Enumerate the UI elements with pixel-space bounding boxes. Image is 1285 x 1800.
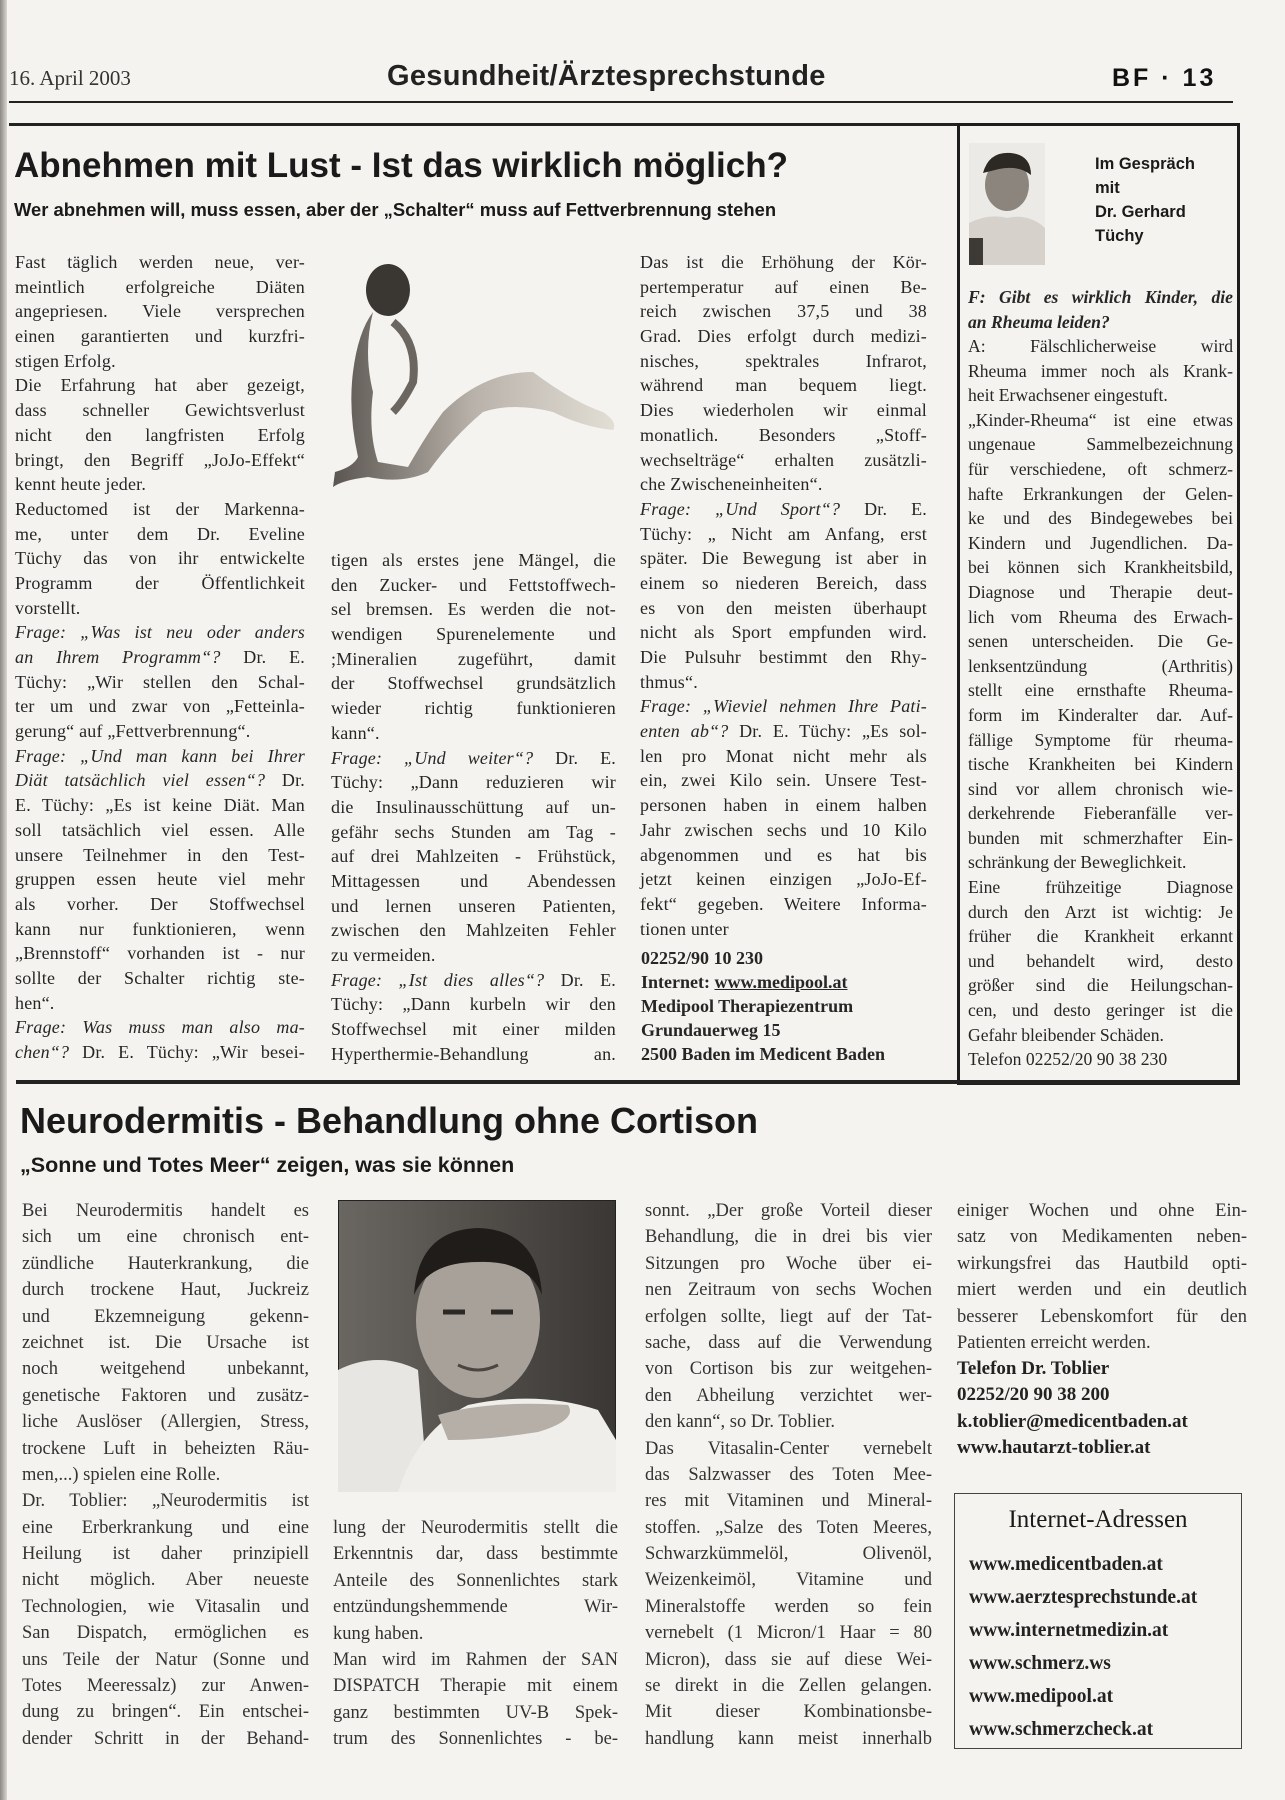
text-line: nisches, spektrales Infrarot,	[640, 350, 927, 371]
text-line: Heilung ist daher prinzipiell	[22, 1544, 309, 1565]
internet-addresses-box	[954, 1493, 1242, 1749]
question-text: Frage: „Was ist neu oder anders	[15, 622, 305, 643]
text-line: nen Zeitraum von sechs Wochen	[645, 1280, 932, 1301]
text-line: lung der Neurodermitis stellt die	[333, 1518, 618, 1538]
contact-internet	[641, 970, 931, 994]
text-line: hen“.	[15, 992, 55, 1013]
text-line: gefähr sechs Stunden am Tag -	[331, 821, 616, 842]
text-line: zündliche Hauterkrankung, die	[22, 1253, 309, 1274]
seated-figure-photo	[333, 262, 629, 492]
text-line: wendigen Spurenelemente und	[331, 624, 616, 645]
bottom-column-3	[645, 1198, 932, 1752]
text-line: der Stoffwechsel grundsätzlich	[331, 673, 616, 694]
bottom-column-2	[333, 1515, 618, 1753]
text-line: DISPATCH Therapie mit einem	[333, 1676, 618, 1697]
label-line: Dr. Gerhard	[1095, 203, 1186, 221]
internet-link[interactable]: www.internetmedizin.at	[969, 1620, 1169, 1641]
text-line: ganz bestimmten UV-B Spek-	[333, 1702, 618, 1723]
top-column-2	[331, 548, 616, 1066]
text-line: nicht den langfristen Erfolg	[15, 424, 305, 445]
text-line: sel bremsen. Es werden die not-	[331, 599, 616, 620]
label-line: Im Gespräch	[1095, 155, 1195, 173]
answer-text: Dr. E. Tüchy: „Es sol-	[728, 721, 927, 742]
text-line: monatlich. Besonders „Stoff-	[640, 424, 927, 445]
internet-link[interactable]: www.schmerzcheck.at	[969, 1719, 1154, 1740]
section-title: Gesundheit/Ärztesprechstunde	[387, 60, 826, 92]
contact-website[interactable]: www.hautarzt-toblier.at	[957, 1437, 1151, 1459]
text-line: Tüchy: „ Nicht am Anfang, erst	[640, 523, 927, 544]
text-line: San Dispatch, ermöglichen es	[22, 1623, 309, 1644]
text-line: senen unterscheiden. Die Ge-	[968, 631, 1233, 652]
text-line: unsere Teilnehmer in den Test-	[15, 844, 305, 865]
text-line: später. Die Bewegung ist aber in	[640, 548, 927, 569]
text-line: kennt heute jeder.	[15, 474, 147, 495]
text-line: cen, und desto geringer ist die	[968, 1000, 1233, 1021]
question-text: an Ihrem Programm“?	[15, 647, 221, 667]
text-line: Erkenntnis dar, dass bestimmte	[333, 1544, 618, 1565]
text-line: Das Vitasalin-Center vernebelt	[645, 1438, 932, 1459]
text-line	[640, 497, 927, 522]
text-line: handlung kann meist innerhalb	[645, 1728, 932, 1749]
text-line: lich vom Rheuma des Erwach-	[968, 606, 1233, 627]
text-line: noch weitgehend unbekannt,	[22, 1359, 309, 1380]
text-line: Gefahr bleibender Schäden.	[968, 1024, 1164, 1045]
text-line: personen haben in einem halben	[640, 795, 927, 816]
answer-text: Dr. E.	[840, 498, 927, 519]
contact-email[interactable]: k.toblier@medicentbaden.at	[957, 1410, 1188, 1432]
text-line: Fast täglich werden neue, ver-	[15, 252, 305, 272]
text-line: hafte Erkrankungen der Gelen-	[968, 483, 1233, 504]
text-line: zwischen den Mahlzeiten Fehler	[331, 920, 616, 941]
question-text: enten ab“?	[640, 721, 729, 742]
text-line: während man bequem liegt.	[640, 375, 927, 396]
text-line: genetische Faktoren und zusätz-	[22, 1385, 309, 1406]
text-line	[15, 620, 305, 645]
text-line: ein, zwei Kilo sein. Unsere Test-	[640, 770, 927, 791]
text-line: form im Kinderalter dar. Auf-	[968, 704, 1233, 725]
text-line: fällige Symptome für rheuma-	[968, 729, 1233, 750]
text-line: Mineralstoffe werden so fein	[645, 1596, 932, 1617]
text-line: stoffen. „Salze des Toten Meeres,	[645, 1517, 932, 1538]
text-line: Die Pulsuhr bestimmt den Rhy-	[640, 647, 927, 667]
text-line: ter um und zwar von „Fetteinla-	[15, 696, 305, 717]
contact-phone: 02252/90 10 230	[641, 948, 764, 968]
toblier-contact	[957, 1356, 1188, 1462]
text-line: ;Mineralien zugeführt, damit	[331, 648, 616, 669]
text-line: soll tatsächlich viel essen. Alle	[15, 819, 305, 840]
article-divider	[16, 1080, 1240, 1084]
text-line: sollte der Schalter richtig ste-	[15, 967, 305, 988]
bottom-column-4	[957, 1198, 1247, 1356]
text-line: tische Krankheiten bei Kindern	[968, 754, 1233, 775]
internet-link[interactable]: www.medicentbaden.at	[969, 1554, 1163, 1575]
issue-date: 16. April 2003	[9, 66, 131, 90]
text-line: sache, dass auf die Verwendung	[645, 1332, 932, 1353]
text-line: nicht als Sport empfunden wird.	[640, 622, 927, 643]
answer-text: Dr. E.	[220, 647, 305, 667]
text-line: den kann“, so Dr. Toblier.	[645, 1412, 836, 1433]
page-edge-shadow	[0, 0, 7, 1800]
text-line: früher die Krankheit erkannt	[968, 926, 1233, 947]
text-line: besserer Lebenskomfort für den	[957, 1306, 1247, 1327]
page-number: BF · 13	[1112, 64, 1217, 92]
answer-text: Dr. E.	[544, 969, 616, 990]
text-line: jetzt keinen einzigen „JoJo-Ef-	[640, 869, 927, 890]
text-line: stigen Erfolg.	[15, 350, 116, 371]
text-line: len pro Monat nicht mehr als	[640, 745, 927, 766]
text-line	[15, 744, 305, 769]
text-line: Rheuma immer noch als Krank-	[968, 360, 1233, 381]
text-line: tionen unter	[640, 918, 729, 939]
text-line: sind vor allem chronisch wie-	[968, 778, 1233, 799]
text-line: vorstellt.	[15, 597, 81, 618]
text-line: Hyperthermie-Behandlung an.	[331, 1043, 616, 1064]
text-line: Grad. Dies erfolgt durch medizi-	[640, 326, 927, 347]
text-line	[331, 968, 616, 993]
contact-city: 2500 Baden im Medicent Baden	[641, 1044, 886, 1065]
text-line: einem so niederen Bereich, dass	[640, 572, 927, 593]
text-line: Diagnose und Therapie deut-	[968, 581, 1233, 602]
text-line: und behandelt wird, desto	[968, 950, 1233, 971]
text-line: als vorher. Der Stoffwechsel	[15, 893, 305, 914]
text-line: Dr. Toblier: „Neurodermitis ist	[22, 1491, 309, 1512]
text-line: die Insulinausschüttung auf un-	[331, 796, 616, 817]
text-line	[15, 1015, 305, 1040]
medipool-link[interactable]: www.medipool.at	[714, 972, 848, 993]
text-line: zu vermeiden.	[331, 945, 436, 965]
medipool-contact	[641, 946, 931, 1066]
text-line: ungenaue Sammelbezeichnung	[968, 434, 1233, 455]
contact-phone: 02252/20 90 38 200	[957, 1384, 1110, 1406]
text-line	[331, 746, 616, 771]
text-line: zeichnet ist. Die Ursache ist	[22, 1332, 309, 1353]
text-line: den Abheilung verzichtet wer-	[645, 1385, 932, 1406]
text-line	[15, 768, 305, 793]
answer-text: Dr. E. Tüchy: „Wir besei-	[69, 1042, 305, 1062]
text-line: Schwarzkümmelöl, Olivenöl,	[645, 1544, 932, 1565]
text-line: A: Fälschlicherweise wird	[968, 336, 1233, 356]
text-line: Behandlung, die in drei bis vier	[645, 1227, 932, 1248]
text-line: se direkt in die Zellen gelangen.	[645, 1676, 932, 1697]
text-line	[640, 719, 927, 744]
text-line: durch den Arzt ist wichtig: Je	[968, 901, 1233, 922]
text-line: Man wird im Rahmen der SAN	[333, 1649, 618, 1670]
text-line: liche Auslöser (Allergien, Stress,	[22, 1412, 309, 1433]
text-line: trockene Luft in beheizten Räu-	[22, 1438, 309, 1459]
interview-label	[1095, 152, 1195, 248]
text-line: und lernen unseren Patienten,	[331, 895, 616, 916]
contact-name: Medipool Therapiezentrum	[641, 996, 854, 1017]
text-line: kann nur funktionieren, wenn	[15, 918, 305, 939]
question-text: Frage: „Wieviel nehmen Ihre Pati-	[640, 696, 927, 717]
text-line: bei können sich Krankheitsbild,	[968, 557, 1233, 578]
text-line: „Kinder-Rheuma“ ist eine etwas	[968, 409, 1233, 430]
text-line: Micron), dass sie auf diese Wei-	[645, 1649, 932, 1670]
text-line: Tüchy: „Dann kurbeln wir den	[331, 994, 616, 1015]
label-line: Tüchy	[1095, 227, 1144, 245]
text-line: Mittagessen und Abendessen	[331, 870, 616, 891]
text-line: Weizenkeimöl, Vitamine und	[645, 1570, 932, 1591]
text-line: für verschiedene, oft schmerz-	[968, 458, 1233, 479]
text-line: eine Erberkrankung und eine	[22, 1517, 309, 1538]
text-line: uns Teile der Natur (Sonne und	[22, 1649, 309, 1670]
text-line: Eine frühzeitige Diagnose	[968, 877, 1233, 898]
text-line	[640, 694, 927, 719]
text-line: entzündungshemmende Wir-	[333, 1597, 618, 1618]
text-line: Tüchy: „Dann reduzieren wir	[331, 772, 616, 793]
text-line: erfolgen sollte, liegt auf der Tat-	[645, 1306, 932, 1327]
text-line: nicht möglich. Aber neueste	[22, 1570, 309, 1591]
text-line: Anteile des Sonnenlichtes stark	[333, 1570, 618, 1591]
text-line: Technologien, wie Vitasalin und	[22, 1596, 309, 1617]
question-text: Frage: „Ist dies alles“?	[331, 969, 545, 990]
interview-question	[968, 285, 1233, 334]
text-line: Bei Neurodermitis handelt es	[22, 1201, 309, 1221]
text-line: Die Erfahrung hat aber gezeigt,	[15, 375, 305, 396]
header-rule	[9, 101, 1233, 103]
text-line: Patienten erreicht werden.	[957, 1332, 1151, 1353]
text-line: fekt“ gegeben. Weitere Informa-	[640, 893, 927, 914]
text-line: gruppen essen heute viel mehr	[15, 869, 305, 890]
question-text: Diät tatsächlich viel essen“?	[15, 770, 266, 791]
answer-text: Dr. E.	[533, 747, 616, 768]
text-line: einen garantierten und kurzfri-	[15, 326, 305, 347]
text-line: che Zwischeneinheiten“.	[640, 474, 823, 495]
text-line: durch trockene Haut, Juckreiz	[22, 1280, 309, 1301]
text-line: trum des Sonnenlichtes - be-	[333, 1729, 618, 1750]
text-line: das Salzwasser des Toten Mee-	[645, 1464, 932, 1485]
text-line: heit Erwachsener eingestuft.	[968, 385, 1168, 406]
text-line: wieder richtig funktionieren	[331, 698, 616, 719]
text-line: satz von Medikamenten neben-	[957, 1227, 1247, 1248]
internet-label: Internet:	[641, 972, 715, 993]
text-line: bringt, den Begriff „JoJo-Effekt“	[15, 449, 305, 470]
text-line: Programm der Öffentlichkeit	[15, 572, 305, 593]
top-column-3	[640, 250, 927, 941]
text-line: Telefon 02252/20 90 38 230	[968, 1049, 1168, 1070]
question-text: Frage: „Und Sport“?	[640, 498, 841, 519]
text-line: Mit dieser Kombinationsbe-	[645, 1702, 932, 1723]
question-text: Frage: Was muss man also ma-	[15, 1017, 305, 1038]
bottom-headline: Neurodermitis - Behandlung ohne Cortison	[20, 1100, 759, 1141]
text-line: stellt eine ernsthafte Rheuma-	[968, 680, 1233, 701]
answer-text: Dr.	[265, 770, 305, 791]
internet-link[interactable]: www.medipool.at	[969, 1686, 1114, 1707]
text-line: Dies wiederholen wir einmal	[640, 400, 927, 421]
text-line: F: Gibt es wirklich Kinder, die	[968, 287, 1233, 307]
interview-answer	[968, 334, 1233, 1072]
internet-link[interactable]: www.schmerz.ws	[969, 1653, 1111, 1674]
internet-box-title: Internet-Adressen	[1008, 1506, 1188, 1533]
text-line: gerung“ auf „Fettverbrennung“.	[15, 721, 251, 742]
text-line: Reductomed ist der Markenna-	[15, 498, 305, 519]
text-line: meintlich erfolgreiche Diäten	[15, 276, 305, 297]
text-line: Tüchy: „Wir stellen den Schal-	[15, 671, 305, 692]
text-line: Kindern und Jugendlichen. Da-	[968, 532, 1233, 553]
text-line: dung zu bringen“. Ein entschei-	[22, 1702, 309, 1723]
text-line: „Brennstoff“ vorhanden ist - nur	[15, 943, 305, 964]
label-line: mit	[1095, 179, 1120, 197]
text-line: thmus“.	[640, 671, 698, 692]
text-line: bunden mit schmerzhafter Ein-	[968, 827, 1233, 848]
doctor-portrait-photo	[969, 143, 1045, 265]
text-line: derkehrende Fieberanfälle ver-	[968, 803, 1233, 824]
top-subhead: Wer abnehmen will, muss essen, aber der „Schalter“ muss auf Fettverbrennung stehen	[14, 199, 777, 220]
text-line: kung haben.	[333, 1623, 424, 1644]
top-headline: Abnehmen mit Lust - Ist das wirklich möglich?	[14, 146, 788, 185]
text-line: Das ist die Erhöhung der Kör-	[640, 252, 927, 272]
contact-label: Telefon Dr. Toblier	[957, 1358, 1110, 1379]
text-line: Tüchy das von ihr entwickelte	[15, 548, 305, 569]
text-line: lenksentzündung (Arthritis)	[968, 655, 1233, 676]
bottom-column-1	[22, 1198, 309, 1752]
top-column-1	[15, 250, 305, 1065]
dr-toblier-portrait-photo	[338, 1200, 616, 1492]
text-line: und Ekzemneigung gekenn-	[22, 1306, 309, 1327]
text-line: dass schneller Gewichtsverlust	[15, 400, 305, 421]
text-line: von Cortison bis zur weitgehen-	[645, 1359, 932, 1380]
text-line: einiger Wochen und ohne Ein-	[957, 1201, 1247, 1221]
question-text: Frage: „Und weiter“?	[331, 747, 534, 768]
text-line: auf drei Mahlzeiten - Frühstück,	[331, 846, 616, 867]
text-line: pertemperatur auf einen Be-	[640, 276, 927, 297]
question-text: chen“?	[15, 1042, 70, 1062]
text-line: dender Schritt in der Behand-	[22, 1728, 309, 1749]
text-line: sonnt. „Der große Vorteil dieser	[645, 1201, 932, 1221]
text-line: me, unter dem Dr. Eveline	[15, 523, 305, 544]
text-line: schränkung der Beweglichkeit.	[968, 852, 1187, 873]
text-line: wirkungsfrei das Hautbild opti-	[957, 1253, 1247, 1274]
text-line: sich um eine chronisch ent-	[22, 1227, 309, 1248]
contact-street: Grundauerweg 15	[641, 1020, 781, 1041]
internet-link-list	[969, 1548, 1197, 1746]
internet-link[interactable]: www.aerztesprechstunde.at	[969, 1587, 1198, 1608]
text-line: miert werden und ein deutlich	[957, 1280, 1247, 1301]
text-line: größer sind die Heilungschan-	[968, 975, 1233, 996]
text-line: tigen als erstes jene Mängel, die	[331, 550, 616, 570]
text-line: Totes Meeressalz) zur Anwen-	[22, 1676, 309, 1697]
text-line	[15, 1040, 305, 1065]
text-line: Stoffwechsel mit einer milden	[331, 1019, 616, 1040]
text-line: es von den meisten überhaupt	[640, 597, 927, 618]
text-line	[15, 645, 305, 670]
text-line: Sitzungen pro Woche über ei-	[645, 1253, 932, 1274]
text-line: angepriesen. Viele versprechen	[15, 301, 305, 322]
text-line: wechselträge“ erhalten zusätzli-	[640, 449, 927, 470]
text-line: den Zucker- und Fettstoffwech-	[331, 574, 616, 595]
text-line: E. Tüchy: „Es ist keine Diät. Man	[15, 795, 305, 816]
text-line: vernebelt (1 Micron/1 Haar = 80	[645, 1623, 932, 1644]
text-line: abgenommen und es hat bis	[640, 844, 927, 865]
question-text: Frage: „Und man kann bei Ihrer	[15, 745, 305, 766]
text-line: men,...) spielen eine Rolle.	[22, 1464, 221, 1485]
text-line: ke und des Bindegewebes bei	[968, 508, 1233, 529]
text-line: kann“.	[331, 722, 380, 743]
text-line: res mit Vitaminen und Mineral-	[645, 1491, 932, 1512]
text-line: Jahr zwischen sechs und 10 Kilo	[640, 819, 927, 840]
bottom-subhead: „Sonne und Totes Meer“ zeigen, was sie können	[20, 1153, 515, 1177]
text-line: reich zwischen 37,5 und 38	[640, 301, 927, 322]
text-line: an Rheuma leiden?	[968, 311, 1110, 332]
